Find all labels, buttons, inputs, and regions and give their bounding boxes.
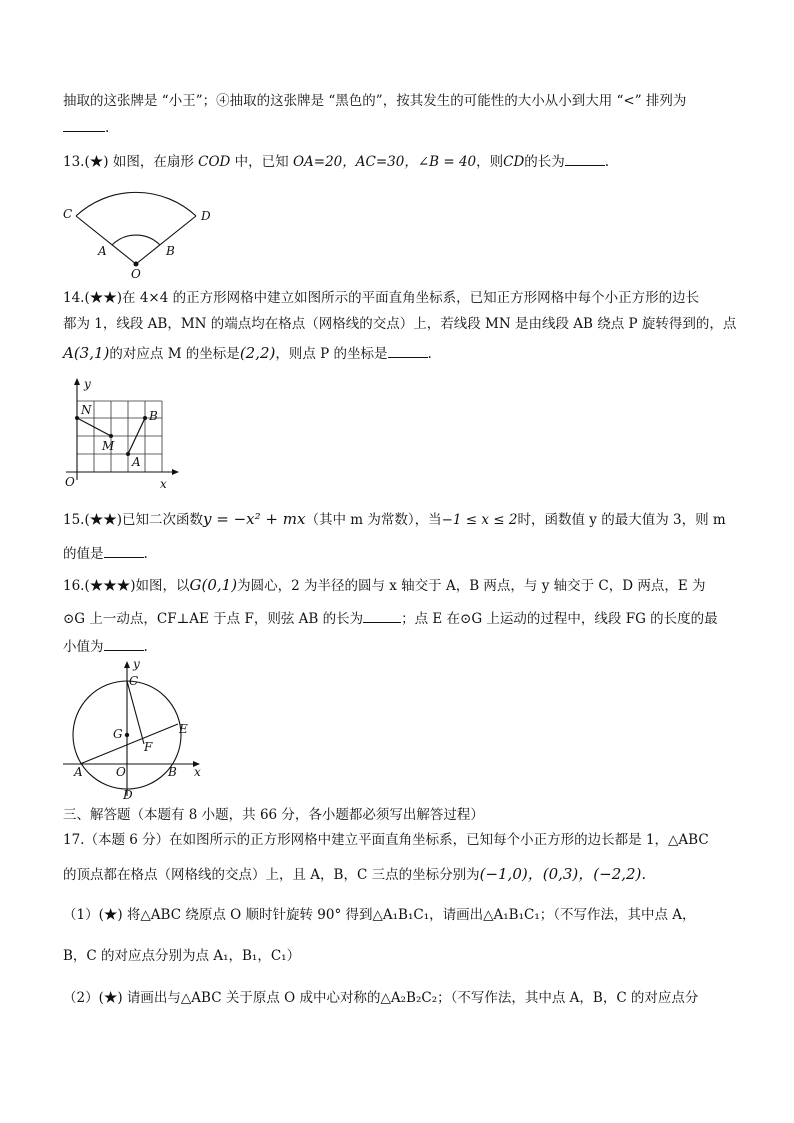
q14-label-a: A <box>132 455 141 469</box>
section3-title-text: 三、解答题（本题有 8 小题，共 66 分，各小题都必须写出解答过程） <box>63 807 484 823</box>
q14-label-x: x <box>160 477 167 491</box>
q13-oa: OA=20，AC=30 <box>292 154 405 170</box>
q15-number: 15. <box>63 512 85 528</box>
q17-part1-line1 <box>63 905 696 925</box>
q13-outer-arc <box>76 192 196 216</box>
q17-part2-line1 <box>63 988 698 1008</box>
q14-label-m: M <box>102 439 115 453</box>
q13-text2: 中，已知 <box>234 154 289 170</box>
q12-line2 <box>63 117 109 138</box>
q16-stars: (★★★) <box>84 578 136 594</box>
q17-text1: （本题 6 分）在如图所示的正方形网格中建立平面直角坐标系，已知每个小正方形的边长都是 1，△ABC <box>84 832 709 848</box>
q16-label-x: x <box>194 765 201 779</box>
q16-label-f: F <box>144 740 153 754</box>
q14-stars: (★★) <box>84 290 123 306</box>
q17-text2: 的顶点都在格点（网格线的交点）上，且 A，B，C 三点的坐标分别为 <box>63 867 480 883</box>
q14-text2: 都为 1，线段 AB，MN 的端点均在格点（网格线的交点）上，若线段 MN 是由线段 AB 绕点 P 旋转得到的，点 <box>63 316 737 332</box>
q14-label-b: B <box>149 409 158 423</box>
q13-label-c: C <box>63 207 73 221</box>
q13-sector-figure <box>60 188 220 280</box>
q16-label-o: O <box>116 765 126 779</box>
q17-number: 17. <box>63 832 85 848</box>
q16-line1 <box>63 575 706 596</box>
q15-answer-blank[interactable] <box>104 543 144 558</box>
q15-line2 <box>63 543 148 564</box>
section3-title <box>63 805 484 825</box>
q17-coords: (−1,0)，(0,3)，(−2,2). <box>479 865 647 883</box>
q16-label-y: y <box>133 657 140 671</box>
q16-label-b: B <box>168 765 177 779</box>
q13-angle: ，∠B = 40 <box>404 154 477 170</box>
q15-end: . <box>143 546 148 562</box>
q16-end: . <box>143 639 148 655</box>
q15-stars: (★★) <box>84 512 123 528</box>
q14-x-arrow <box>172 469 179 475</box>
q14-line3 <box>63 343 432 364</box>
q12-line1 <box>63 91 686 111</box>
q13-text4: 的长为 <box>524 154 565 170</box>
q14-text3a: 的对应点 M 的坐标是 <box>109 346 240 362</box>
q13-text3: ，则 <box>476 154 504 170</box>
q13-answer-blank[interactable] <box>565 151 605 166</box>
q17-part1-text2: B，C 的对应点分别为点 A₁，B₁，C₁） <box>63 948 301 964</box>
q16-label-a: A <box>74 765 83 779</box>
q15-range: −1 ≤ x ≤ 2 <box>441 512 518 528</box>
q13-text1: 如图，在扇形 <box>112 154 194 170</box>
q14-number: 14. <box>63 290 85 306</box>
q14-point-a <box>126 452 130 456</box>
q16-circle-figure <box>60 656 210 802</box>
q13-number: 13. <box>63 154 85 170</box>
q14-label-o: O <box>65 475 75 489</box>
q13-line1 <box>63 151 609 172</box>
q17-part1-line2 <box>63 946 300 966</box>
q16-segment-ae <box>80 724 178 764</box>
q16-label-e: E <box>179 722 188 736</box>
q16-text2: 为圆心，2 为半径的圆与 x 轴交于 A，B 两点，与 y 轴交于 C，D 两点，E 为 <box>237 578 706 594</box>
q14-line2 <box>63 314 736 334</box>
q14-end: . <box>427 346 432 362</box>
q14-label-n: N <box>81 403 92 417</box>
q16-text3: ⊙G 上一动点，CF⊥AE 于点 F，则弦 AB 的长为 <box>63 611 364 627</box>
q16-label-c: C <box>129 674 139 688</box>
q16-text1: 如图，以 <box>135 578 190 594</box>
q15-text2: （其中 m 为常数），当 <box>305 512 442 528</box>
q14-point-n <box>75 416 79 420</box>
q13-end: . <box>604 154 610 170</box>
q13-label-a: A <box>98 244 107 258</box>
q17-line1 <box>63 830 709 850</box>
q13-stars: (★) <box>84 154 109 170</box>
q16-text4: ；点 E 在⊙G 上运动的过程中，线段 FG 的长度的最 <box>401 611 718 627</box>
q16-number: 16. <box>63 578 85 594</box>
q15-line1 <box>63 509 726 530</box>
q14-point-b <box>143 416 147 420</box>
q16-line3 <box>63 636 148 657</box>
q14-text3b: ，则点 P 的坐标是 <box>275 346 388 362</box>
q14-point-m <box>109 434 113 438</box>
q15-text1: 已知二次函数 <box>122 512 204 528</box>
q14-label-y: y <box>84 377 91 391</box>
q13-point-o <box>134 262 139 267</box>
q17-line2 <box>63 864 646 885</box>
q14-answer-blank[interactable] <box>388 343 428 358</box>
q12-text: 抽取的这张牌是 “小王”；④抽取的这张牌是 “黑色的”，按其发生的可能性的大小从小到大用 “<” 排列为 <box>63 93 687 109</box>
q15-text4: 的值是 <box>63 546 104 562</box>
q14-line1 <box>63 288 699 308</box>
q12-answer-blank[interactable] <box>63 117 105 132</box>
q14-y-arrow <box>74 378 80 385</box>
q16-segment-cf <box>127 681 144 744</box>
q16-point-g <box>125 733 129 737</box>
q13-label-o: O <box>131 267 141 281</box>
q16-text5: 小值为 <box>63 639 104 655</box>
q16-label-g: G <box>113 727 123 741</box>
q16-line2 <box>63 608 718 629</box>
q13-inner-arc <box>112 235 160 245</box>
q13-arc: CD <box>503 154 525 170</box>
q14-a-coord: A(3,1) <box>63 344 110 362</box>
q17-part2-text: （2）(★) 请画出与△ABC 关于原点 O 成中心对称的△A₂B₂C₂；（不写作法，其中点 A，B，C 的对应点分 <box>63 990 699 1006</box>
q15-function: y = −x² + mx <box>203 510 306 528</box>
q17-part1-text1: （1）(★) 将△ABC 绕原点 O 顺时针旋转 90° 得到△A₁B₁C₁，请画出△A₁B₁C₁；（不写作法，其中点 A， <box>63 907 696 923</box>
q13-label-d: D <box>201 209 211 223</box>
q13-cod: COD <box>198 154 231 170</box>
q12-end: . <box>105 120 110 136</box>
q16-answer-blank-1[interactable] <box>363 608 401 623</box>
q14-grid-figure <box>62 374 182 494</box>
q13-label-b: B <box>166 244 175 258</box>
q14-text1: 在 4×4 的正方形网格中建立如图所示的平面直角坐标系，已知正方形网格中每个小正方形的边长 <box>122 290 700 306</box>
q16-y-arrow <box>124 661 130 668</box>
q16-label-d: D <box>123 788 133 802</box>
q16-g-coord: G(0,1) <box>189 576 238 594</box>
q14-m-coord: (2,2) <box>239 344 276 362</box>
q16-answer-blank-2[interactable] <box>104 636 144 651</box>
q15-text3: 时，函数值 y 的最大值为 3，则 m <box>517 512 726 528</box>
